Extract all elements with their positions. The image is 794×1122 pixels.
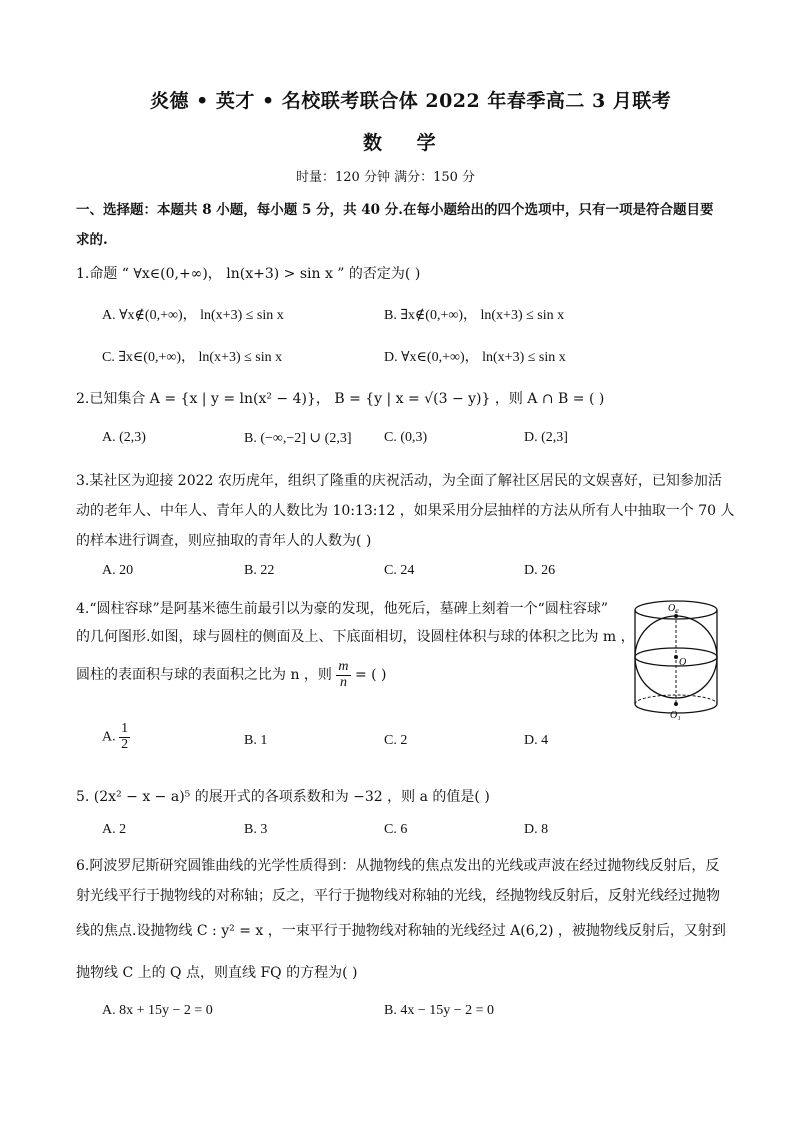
section-heading-line2: 求的. bbox=[76, 232, 108, 248]
q6-line2: 射光线平行于抛物线的对称轴；反之，平行于抛物线对称轴的光线，经抛物线反射后，反射光线经过抛物 bbox=[76, 888, 720, 904]
q3-line2: 动的老年人、中年人、青年人的人数比为 10:13:12 ，如果采用分层抽样的方法从所有人中抽取一个 70 人 bbox=[76, 503, 735, 519]
label-o: O bbox=[679, 657, 687, 668]
q4-line3-text: 圆柱的表面积与球的表面积之比为 n ，则 bbox=[76, 667, 332, 684]
q3-option-b: B. 22 bbox=[244, 563, 275, 578]
q1-option-a: A. ∀x∉(0,+∞)， ln(x+3) ≤ sin x bbox=[102, 308, 284, 323]
q5-option-d: D. 8 bbox=[524, 822, 549, 837]
section-heading-line1: 一、选择题：本题共 8 小题，每小题 5 分，共 40 分.在每小题给出的四个选项中，只有一项是符合题目要 bbox=[76, 202, 714, 218]
q2-option-d: D. (2,3] bbox=[524, 430, 568, 445]
q4-line3-tail: = ( ) bbox=[354, 667, 387, 684]
q2-option-c: C. (0,3) bbox=[384, 430, 428, 445]
q4-option-a bbox=[102, 722, 130, 752]
q4-line2: 的几何图形.如图，球与圆柱的侧面及上、下底面相切，设圆柱体积与球的体积之比为 m ， bbox=[76, 629, 635, 645]
cylinder-sphere-figure bbox=[628, 596, 724, 722]
q4-option-a-numerator: 1 bbox=[121, 721, 129, 736]
q6-line1: 6.阿波罗尼斯研究圆锥曲线的光学性质得到：从抛物线的焦点发出的光线或声波在经过抛物线反射后，反 bbox=[76, 858, 720, 874]
exam-meta: 时量：120 分钟 满分：150 分 bbox=[296, 170, 476, 185]
label-o1: O₁ bbox=[670, 710, 681, 721]
q5-stem: 5. (2x² − x − a)⁵ 的展开式的各项系数和为 −32 ，则 a 的值是( ) bbox=[76, 789, 490, 805]
q6-line4: 抛物线 C 上的 Q 点，则直线 FQ 的方程为( ) bbox=[76, 965, 358, 981]
point-o1 bbox=[674, 702, 678, 706]
q3-option-d: D. 26 bbox=[524, 563, 556, 578]
exam-title: 炎德 • 英才 • 名校联考联合体 2022 年春季高二 3 月联考 bbox=[150, 90, 672, 112]
label-o2: O₂ bbox=[668, 603, 679, 614]
q3-line1: 3.某社区为迎接 2022 农历虎年，组织了隆重的庆祝活动，为全面了解社区居民的文娱喜好，已知参加活 bbox=[76, 473, 722, 489]
q4-option-c: C. 2 bbox=[384, 733, 408, 748]
point-o2 bbox=[674, 614, 678, 618]
q6-option-a: A. 8x + 15y − 2 = 0 bbox=[102, 1003, 213, 1018]
q1-option-b: B. ∃x∉(0,+∞)， ln(x+3) ≤ sin x bbox=[384, 308, 565, 323]
q5-option-a: A. 2 bbox=[102, 822, 127, 837]
q2-stem: 2.已知集合 A = {x | y = ln(x² − 4)}， B = {y | x = √(3 − y)} ，则 A ∩ B = ( ) bbox=[76, 391, 605, 407]
q4-option-a-denominator: 2 bbox=[121, 736, 129, 752]
q4-option-b: B. 1 bbox=[244, 733, 268, 748]
q2-option-a: A. (2,3) bbox=[102, 430, 146, 445]
q4-line1: 4.“圆柱容球”是阿基米德生前最引以为豪的发现，他死后，墓碑上刻着一个“圆柱容球” bbox=[76, 601, 608, 617]
q5-option-c: C. 6 bbox=[384, 822, 408, 837]
q1-stem: 1.命题 “ ∀x∈(0,+∞)， ln(x+3) > sin x ” 的否定为( ) bbox=[76, 266, 421, 282]
q3-option-a: A. 20 bbox=[102, 563, 134, 578]
q1-option-d: D. ∀x∈(0,+∞)， ln(x+3) ≤ sin x bbox=[384, 350, 566, 365]
q2-option-b: B. (−∞,−2] ∪ (2,3] bbox=[244, 431, 352, 446]
subject-title: 数 学 bbox=[363, 132, 450, 154]
q4-ratio-fraction bbox=[336, 660, 350, 690]
q4-option-a-label: A. bbox=[102, 729, 116, 745]
q4-line3 bbox=[76, 660, 387, 690]
q6-line3: 线的焦点.设抛物线 C : y² = x ，一束平行于抛物线对称轴的光线经过 A(6,2) ，被抛物线反射后，又射到 bbox=[76, 923, 726, 939]
q1-option-c: C. ∃x∈(0,+∞)， ln(x+3) ≤ sin x bbox=[102, 350, 283, 365]
q4-option-a-fraction bbox=[119, 722, 130, 752]
q3-line3: 的样本进行调查，则应抽取的青年人的人数为( ) bbox=[76, 533, 372, 549]
q4-ratio-numerator: m bbox=[338, 659, 349, 674]
q4-ratio-denominator: n bbox=[339, 674, 347, 690]
q4-option-d: D. 4 bbox=[524, 733, 549, 748]
q6-option-b: B. 4x − 15y − 2 = 0 bbox=[384, 1003, 495, 1018]
point-o bbox=[674, 655, 678, 659]
q5-option-b: B. 3 bbox=[244, 822, 268, 837]
q3-option-c: C. 24 bbox=[384, 563, 415, 578]
